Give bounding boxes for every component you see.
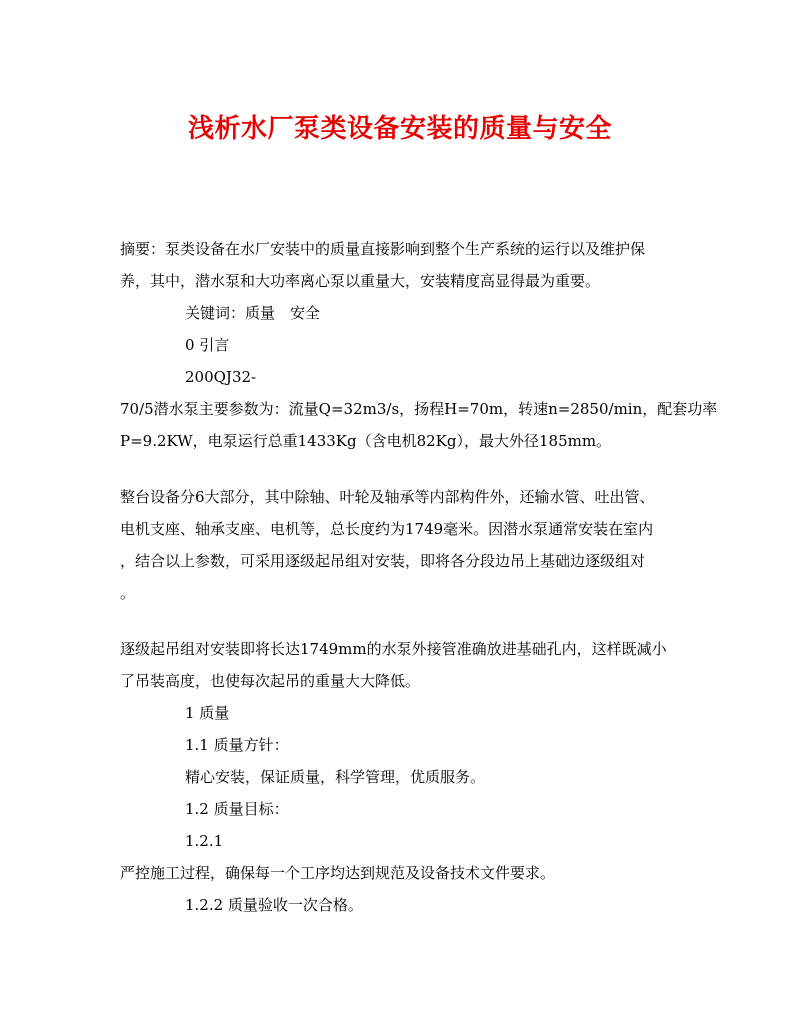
pump-model-line: 200QJ32- xyxy=(185,368,257,386)
document-title: 浅析水厂泵类设备安装的质量与安全 xyxy=(187,114,612,144)
pump-parameters-line-2: P=9.2KW，电泵运行总重1433Kg（含电机82Kg），最大外径185mm。 xyxy=(120,432,612,450)
quality-policy-heading: 1.1 质量方针： xyxy=(185,736,289,754)
quality-goal-1-label: 1.2.1 xyxy=(185,832,224,850)
pump-parameters-line-1: 70/5潜水泵主要参数为：流量Q=32m3/s，扬程H=70m，转速n=2850/min，配套功率 xyxy=(120,400,718,418)
section-intro-heading: 0 引言 xyxy=(185,336,230,354)
abstract-line-1: 摘要：泵类设备在水厂安装中的质量直接影响到整个生产系统的运行以及维护保 xyxy=(120,240,646,258)
installation-line-1: 逐级起吊组对安装即将长达1749mm的水泵外接管准确放进基础孔内，这样既减小 xyxy=(120,640,667,658)
quality-goal-1-text: 严控施工过程，确保每一个工序均达到规范及设备技术文件要求。 xyxy=(120,864,556,882)
equipment-line-4: 。 xyxy=(120,584,136,602)
abstract-line-2: 养，其中，潜水泵和大功率离心泵以重量大，安装精度高显得最为重要。 xyxy=(120,272,601,290)
installation-line-2: 了吊装高度，也使每次起吊的重量大大降低。 xyxy=(120,672,421,690)
equipment-line-3: ，结合以上参数，可采用逐级起吊组对安装，即将各分段边吊上基础边逐级组对 xyxy=(120,552,646,570)
equipment-line-1: 整台设备分6大部分，其中除轴、叶轮及轴承等内部构件外，还输水管、吐出管、 xyxy=(120,488,655,506)
quality-policy-text: 精心安装，保证质量，科学管理，优质服务。 xyxy=(185,768,486,786)
quality-goal-heading: 1.2 质量目标： xyxy=(185,800,289,818)
keywords-line: 关键词：质量 安全 xyxy=(185,304,321,322)
equipment-line-2: 电机支座、轴承支座、电机等，总长度约为1749毫米。因潜水泵通常安装在室内 xyxy=(120,520,654,538)
quality-goal-2-text: 1.2.2 质量验收一次合格。 xyxy=(185,896,363,914)
section-quality-heading: 1 质量 xyxy=(185,704,230,722)
